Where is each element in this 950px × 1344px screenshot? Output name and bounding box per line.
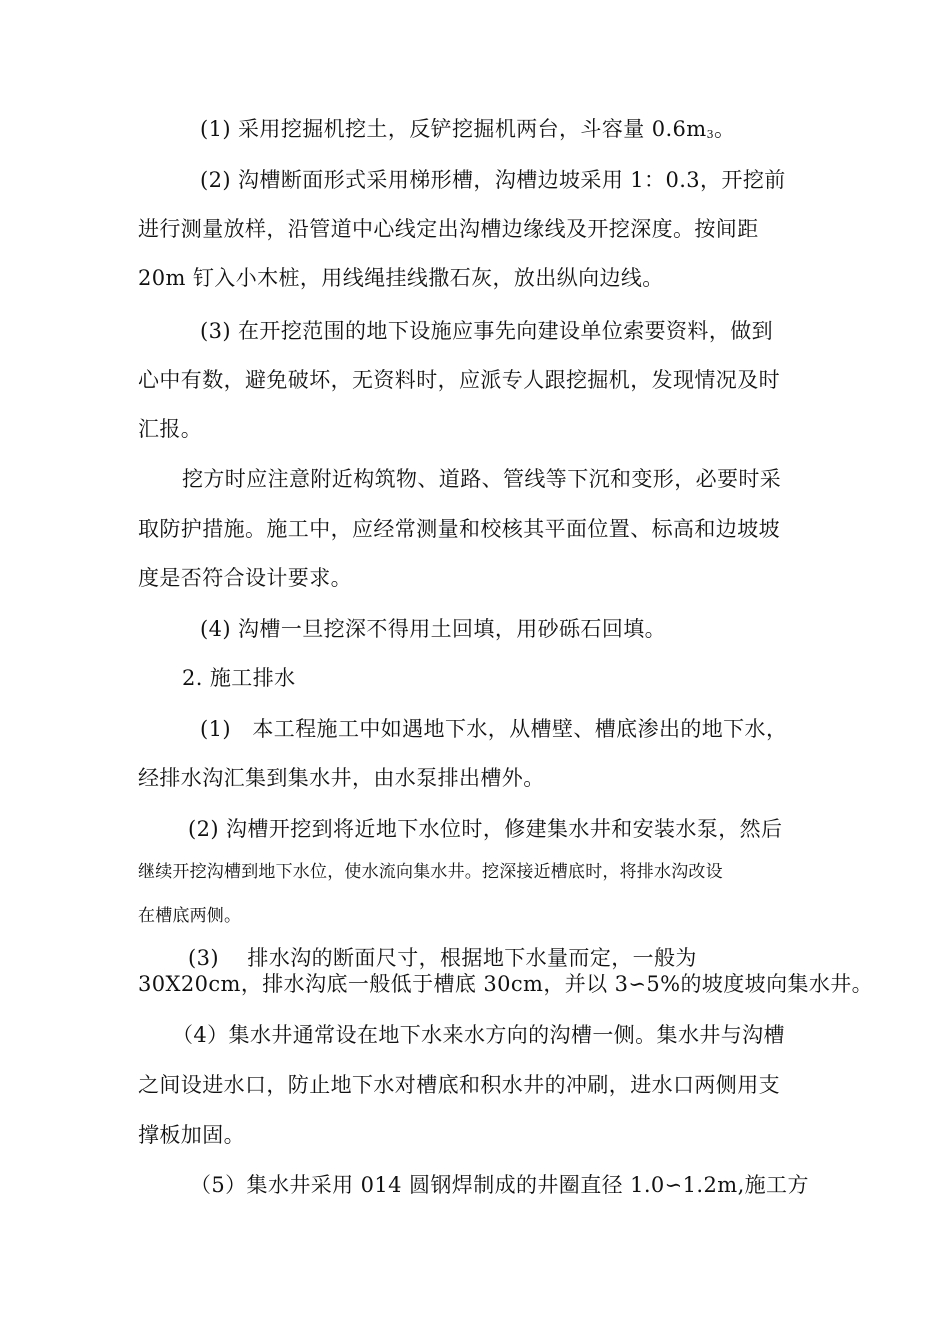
paragraph-underground-facilities-line-2: 心中有数，避免破坏，无资料时，应派专人跟挖掘机，发现情况及时 xyxy=(138,368,780,392)
paragraph-excavation-machine: (1) 采用挖掘机挖土，反铲挖掘机两台，斗容量 0.6m3。 xyxy=(200,117,736,141)
paragraph-groundwater-line-1: (1) 本工程施工中如遇地下水，从槽壁、槽底渗出的地下水， xyxy=(200,717,788,741)
paragraph-trench-section-line-3: 20m 钉入小木桩，用线绳挂线撒石灰，放出纵向边线。 xyxy=(138,266,664,290)
paragraph-underground-facilities-line-1: (3) 在开挖范围的地下设施应事先向建设单位索要资料，做到 xyxy=(200,319,774,343)
paragraph-backfill: (4) 沟槽一旦挖深不得用土回填，用砂砾石回填。 xyxy=(200,617,667,641)
paragraph-sump-construction-line-1: (2) 沟槽开挖到将近地下水位时，修建集水井和安装水泵，然后 xyxy=(188,817,783,841)
paragraph-trench-section-line-2: 进行测量放样，沿管道中心线定出沟槽边缘线及开挖深度。按间距 xyxy=(138,217,759,241)
paragraph-excavation-attention-line-2: 取防护措施。施工中，应经常测量和校核其平面位置、标高和边坡坡 xyxy=(138,517,780,541)
paragraph-sump-construction-line-3: 在槽底两侧。 xyxy=(138,906,242,926)
paragraph-ditch-size-line-2: 30X20cm，排水沟底一般低于槽底 30cm，并以 3∽5%的坡度坡向集水井。 xyxy=(138,972,874,996)
paragraph-sump-construction-line-2: 继续开挖沟槽到地下水位，使水流向集水井。挖深接近槽底时，将排水沟改设 xyxy=(138,862,723,882)
paragraph-sump-location-line-1: （4）集水井通常设在地下水来水方向的沟槽一侧。集水井与沟槽 xyxy=(172,1023,785,1047)
paragraph-excavation-attention-line-1: 挖方时应注意附近构筑物、道路、管线等下沉和变形，必要时采 xyxy=(182,467,782,491)
paragraph-groundwater-line-2: 经排水沟汇集到集水井，由水泵排出槽外。 xyxy=(138,766,545,790)
paragraph-excavation-attention-line-3: 度是否符合设计要求。 xyxy=(138,566,352,590)
paragraph-sump-location-line-2: 之间设进水口，防止地下水对槽底和积水井的冲刷，进水口两侧用支 xyxy=(138,1073,780,1097)
paragraph-sump-location-line-3: 撑板加固。 xyxy=(138,1123,245,1147)
paragraph-trench-section-line-1: (2) 沟槽断面形式采用梯形槽，沟槽边坡采用 1：0.3，开挖前 xyxy=(200,168,786,192)
paragraph-ditch-size-line-1: (3) 排水沟的断面尺寸，根据地下水量而定，一般为 xyxy=(188,946,697,970)
paragraph-underground-facilities-line-3: 汇报。 xyxy=(138,417,203,441)
paragraph-sump-ring: （5）集水井采用 014 圆钢焊制成的井圈直径 1.0∽1.2m,施工方 xyxy=(190,1173,809,1197)
section-heading-drainage: 2. 施工排水 xyxy=(182,666,296,690)
